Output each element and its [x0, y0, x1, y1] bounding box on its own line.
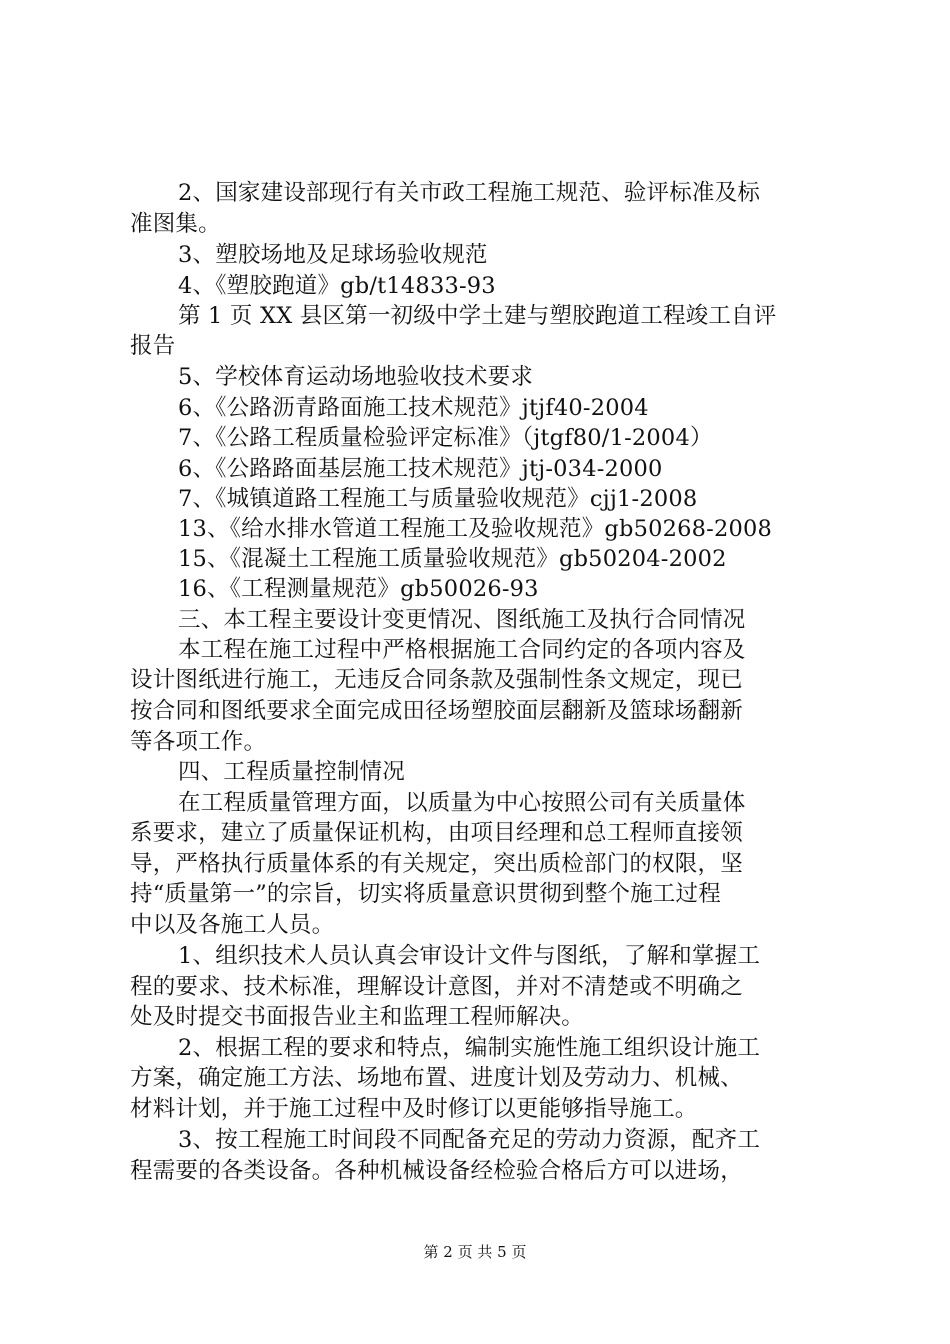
text-line: 程需要的各类设备。各种机械设备经检验合格后方可以进场，: [130, 1158, 743, 1184]
text-line: 材料计划，并于施工过程中及时修订以更能够指导施工。: [130, 1096, 698, 1122]
text-line: 7、《城镇道路工程施工与质量验收规范》cjj1-2008: [178, 486, 698, 512]
text-line: 报告: [130, 333, 176, 359]
text-line: 6、《公路路面基层施工技术规范》jtj-034-2000: [178, 456, 663, 482]
text-line: 5、学校体育运动场地验收技术要求: [178, 364, 534, 390]
text-line: 6、《公路沥青路面施工技术规范》jtjf40-2004: [178, 395, 649, 421]
text-line: 等各项工作。: [130, 729, 267, 755]
text-line: 4、《塑胶跑道》gb/t14833-93: [178, 273, 496, 299]
text-line: 3、塑胶场地及足球场验收规范: [178, 242, 488, 268]
section-heading: 三、本工程主要设计变更情况、图纸施工及执行合同情况: [178, 607, 746, 633]
text-line: 设计图纸进行施工，无违反合同条款及强制性条文规定，现已: [130, 667, 743, 693]
text-line: 程的要求、技术标准，理解设计意图，并对不清楚或不明确之: [130, 974, 743, 1000]
text-line: 16、《工程测量规范》gb50026-93: [178, 576, 539, 602]
text-line: 1、组织技术人员认真会审设计文件与图纸，了解和掌握工: [178, 943, 761, 969]
text-line: 2、国家建设部现行有关市政工程施工规范、验评标准及标: [178, 180, 761, 206]
text-line: 15、《混凝土工程施工质量验收规范》gb50204-2002: [178, 546, 727, 572]
text-line: 持“质量第一”的宗旨，切实将质量意识贯彻到整个施工过程: [130, 881, 721, 907]
text-line: 7、《公路工程质量检验评定标准》（jtgf80/1-2004）: [178, 425, 713, 451]
text-line: 准图集。: [130, 211, 221, 237]
text-line: 处及时提交书面报告业主和监理工程师解决。: [130, 1004, 585, 1030]
text-line: 在工程质量管理方面，以质量为中心按照公司有关质量体: [178, 790, 746, 816]
text-line: 第 1 页 XX 县区第一初级中学土建与塑胶跑道工程竣工自评: [178, 303, 777, 329]
page-footer: 第 2 页 共 5 页: [423, 1243, 527, 1261]
text-line: 13、《给水排水管道工程施工及验收规范》gb50268-2008: [178, 516, 773, 542]
section-heading: 四、工程质量控制情况: [178, 759, 406, 785]
text-line: 3、按工程施工时间段不同配备充足的劳动力资源，配齐工: [178, 1127, 761, 1153]
text-line: 2、根据工程的要求和特点，编制实施性施工组织设计施工: [178, 1035, 761, 1061]
text-line: 导，严格执行质量体系的有关规定，突出质检部门的权限，坚: [130, 851, 743, 877]
text-line: 按合同和图纸要求全面完成田径场塑胶面层翻新及篮球场翻新: [130, 698, 743, 724]
text-line: 系要求，建立了质量保证机构，由项目经理和总工程师直接领: [130, 820, 743, 846]
text-line: 本工程在施工过程中严格根据施工合同约定的各项内容及: [178, 637, 746, 663]
text-line: 方案，确定施工方法、场地布置、进度计划及劳动力、机械、: [130, 1065, 743, 1091]
text-line: 中以及各施工人员。: [130, 912, 335, 938]
